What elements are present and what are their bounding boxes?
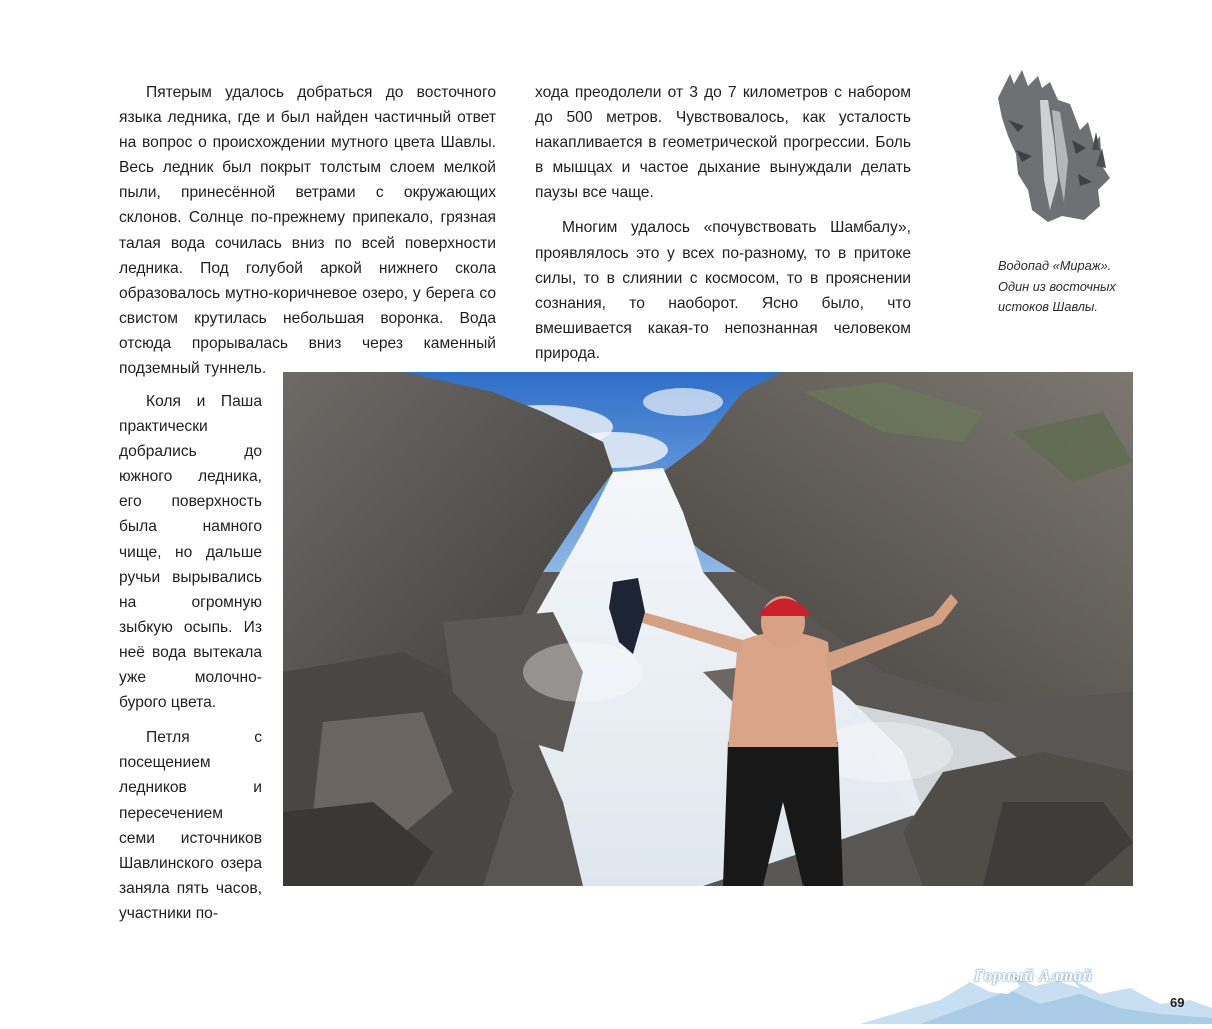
paragraph: Петля с посещением ледников и пересечением семи источников Шавлинского озера заняла пять часов, участники по- <box>119 729 262 922</box>
paragraph: Коля и Паша практически добрались до южного ледника, его поверхность была намного чище, но дальше ручьи вырывались на огромную зыбкую осыпь. Из неё вода вытекала уже молочно-бурого цвета. <box>119 393 262 712</box>
main-text-column-right <box>535 80 911 376</box>
narrow-text-column <box>119 389 262 936</box>
paragraph: Пятерым удалось добраться до восточного языка ледника, где и был найден частичный ответ на вопрос о происхождении мутного цвета Шавлы. Весь ледник был покрыт толстым слоем мелкой пыли, принесённой ветрами с окружающих склонов. Солнце по-прежнему припекало, грязная талая вода сочилась вниз по всей поверхности ледника. Под голубой аркой нижнего скола образовалось мутно-коричневое озеро, у берега со свистом крутилась небольшая воронка. Вода отсюда прорывалась вниз через каменный подземный туннель. <box>119 84 496 378</box>
waterfall-photo <box>283 372 1133 886</box>
paragraph: Многим удалось «почувствовать Шамбалу», проявлялось это у всех по-разному, то в притоке силы, то в слиянии с космосом, то в прояснении сознания, то наоборот. Ясно было, что вмешивается какая-то непознанная человеком природа. <box>535 219 911 362</box>
waterfall-sketch-icon <box>988 70 1118 228</box>
main-text-column-left <box>119 80 496 391</box>
photo-caption: Водопад «Мираж». Один из восточных истоков Шавлы. <box>998 258 1116 315</box>
paragraph: хода преодолели от 3 до 7 километров с набором до 500 метров. Чувствовалось, как усталость накапливается в геометрической прогрессии. Боль в мышцах и частое дыхание вынуждали делать паузы все чаще. <box>535 84 911 202</box>
page-number: 69 <box>1170 995 1185 1010</box>
series-title: Горный Алтай <box>974 966 1093 985</box>
